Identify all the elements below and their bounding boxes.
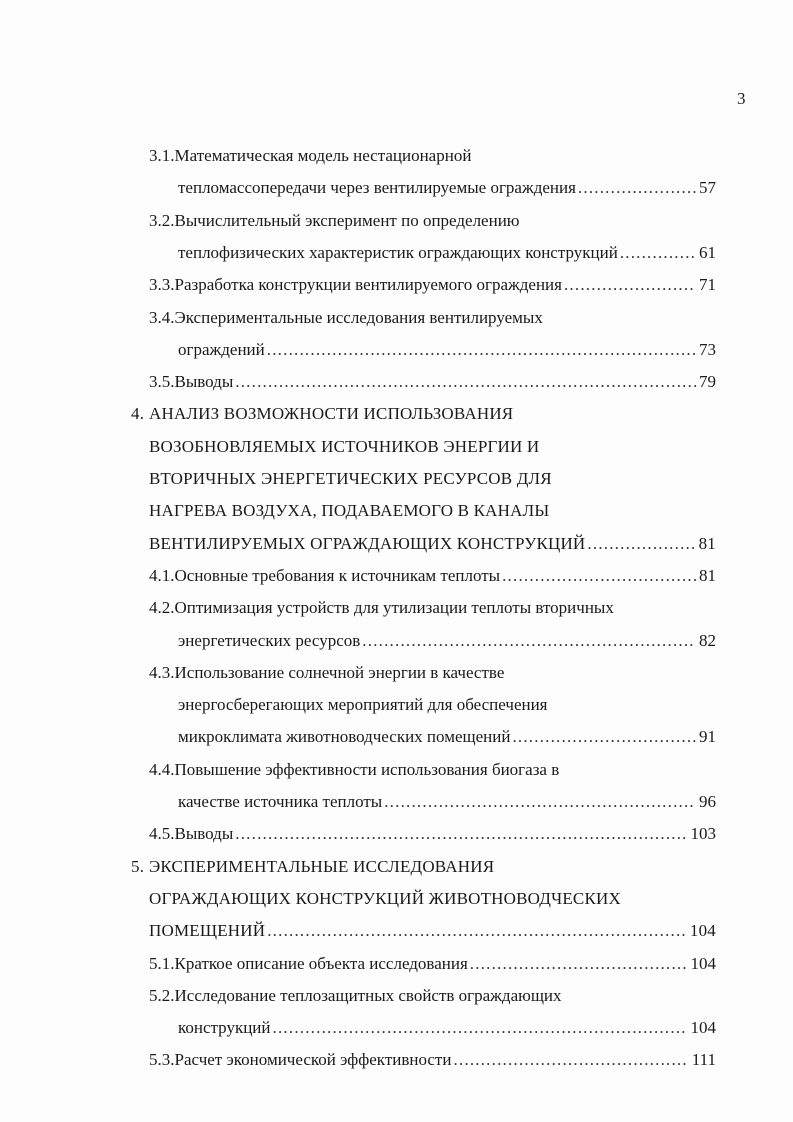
toc-line: [178, 724, 716, 750]
toc-line: [149, 821, 716, 847]
toc-entry-title: НАГРЕВА ВОЗДУХА, ПОДАВАЕМОГО В КАНАЛЫ: [149, 501, 550, 521]
dot-leader: [235, 821, 687, 847]
toc-line: [149, 272, 716, 298]
toc-entry-title: Вычислительный эксперимент по определению: [174, 210, 520, 230]
toc-line: [149, 143, 471, 169]
toc-entry-title: микроклимата животноводческих помещений: [178, 727, 511, 747]
toc-entry-title: Выводы: [174, 824, 234, 844]
dot-leader: [267, 337, 696, 363]
toc-entry-number: 3.5.: [149, 372, 175, 392]
toc-entry-title: Краткое описание объекта исследования: [174, 953, 468, 973]
dot-leader: [470, 951, 688, 977]
toc-page-number: 79: [699, 372, 716, 392]
toc-page-number: 71: [699, 275, 716, 295]
toc-line: [149, 466, 552, 492]
dot-leader: [564, 272, 696, 298]
toc-entry-number: 3.1.: [149, 146, 175, 165]
toc-entry-title: АНАЛИЗ ВОЗМОЖНОСТИ ИСПОЛЬЗОВАНИЯ: [149, 404, 514, 424]
toc-line: [178, 337, 716, 363]
toc-entry-number: 4.1.: [149, 565, 175, 585]
toc-entry-number: 3.2.: [149, 210, 175, 230]
dot-leader: [587, 531, 695, 557]
dot-leader: [620, 240, 696, 266]
toc-entry-number: 4.4.: [149, 759, 175, 779]
toc-entry-title: энергосберегающих мероприятий для обеспечения: [178, 695, 548, 715]
toc-entry-title: Экспериментальные исследования вентилируемых: [174, 307, 543, 327]
toc-entry-title: качестве источника теплоты: [178, 792, 383, 811]
toc-line: [149, 531, 716, 557]
toc-page-number: 91: [699, 727, 716, 747]
toc-entry-title: ВТОРИЧНЫХ ЭНЕРГЕТИЧЕСКИХ РЕСУРСОВ ДЛЯ: [149, 469, 552, 488]
dot-leader: [512, 724, 696, 750]
toc-page-number: 81: [699, 565, 716, 585]
toc-line: [149, 208, 520, 234]
dot-leader: [453, 1047, 688, 1073]
toc-line: [149, 886, 621, 912]
toc-line: [178, 1015, 716, 1041]
toc-page-number: 104: [690, 1018, 716, 1038]
toc-entry-number: 4.3.: [149, 662, 175, 682]
dot-leader: [267, 918, 687, 944]
toc-entry-title: теплофизических характеристик ограждающих конструкций: [178, 242, 618, 262]
toc-entry-number: 4.2.: [149, 598, 175, 618]
toc-line: [178, 692, 548, 718]
toc-entry-title: конструкций: [178, 1018, 271, 1038]
toc-line: [131, 401, 513, 427]
dot-leader: [362, 628, 696, 654]
toc-line: [149, 595, 614, 621]
toc-line: [178, 628, 716, 654]
toc-entry-number: 4.5.: [149, 824, 175, 844]
toc-entry-title: Исследование теплозащитных свойств ограждающих: [174, 985, 562, 1005]
toc-page-number: 81: [698, 533, 716, 553]
toc-line: [149, 498, 549, 524]
toc-line: [149, 983, 562, 1009]
toc-page-number: 82: [699, 630, 716, 650]
toc-entry-title: ЭКСПЕРИМЕНТАЛЬНЫЕ ИССЛЕДОВАНИЯ: [149, 856, 495, 876]
dot-leader: [578, 175, 696, 201]
toc-page-number: 57: [699, 178, 716, 198]
toc-line: [149, 757, 559, 783]
toc-entry-title: тепломассопередачи через вентилируемые ограждения: [178, 178, 576, 198]
toc-entry-number: 5.: [131, 856, 145, 876]
toc-line: [178, 175, 716, 201]
toc-page-number: 103: [690, 824, 716, 844]
toc-entry-number: 5.2.: [149, 985, 175, 1005]
toc-entry-title: Оптимизация устройств для утилизации теплоты вторичных: [174, 598, 614, 618]
toc-entry-number: 5.3.: [149, 1050, 175, 1070]
toc-line: [149, 1047, 716, 1073]
toc-line: [131, 854, 494, 880]
toc-line: [149, 918, 716, 944]
toc-line: [178, 240, 716, 266]
toc-entry-title: Выводы: [174, 372, 234, 392]
page-number: 3: [737, 89, 746, 108]
toc-entry-title: ВОЗОБНОВЛЯЕМЫХ ИСТОЧНИКОВ ЭНЕРГИИ И: [149, 436, 540, 456]
toc-entry-title: энергетических ресурсов: [178, 630, 361, 650]
toc-entry-title: ПОМЕЩЕНИЙ: [149, 921, 266, 941]
toc-entry-number: 3.4.: [149, 307, 175, 327]
toc-page-number: 61: [699, 242, 716, 262]
dot-leader: [384, 789, 696, 815]
toc-entry-title: ограждений: [178, 339, 265, 359]
toc-entry-number: 3.3.: [149, 275, 175, 295]
toc-entry-title: Использование солнечной энергии в качестве: [174, 662, 505, 682]
toc-line: [149, 305, 543, 331]
toc-line: [149, 660, 504, 686]
toc-entry-number: 4.: [131, 404, 145, 424]
toc-page-number: 104: [689, 921, 716, 941]
toc-entry-title: Основные требования к источникам теплоты: [174, 565, 501, 585]
toc-entry-title: Расчет экономической эффективности: [174, 1050, 452, 1070]
toc-entry-title: ВЕНТИЛИРУЕМЫХ ОГРАЖДАЮЩИХ КОНСТРУКЦИЙ: [149, 533, 586, 553]
dot-leader: [273, 1015, 688, 1041]
toc-page-number: 96: [699, 792, 716, 811]
dot-leader: [502, 563, 696, 589]
toc-line: [149, 434, 539, 460]
toc-line: [149, 563, 716, 589]
toc-page-number: 104: [690, 953, 716, 973]
toc-line: [178, 789, 716, 815]
toc-entry-number: 5.1.: [149, 953, 175, 973]
dot-leader: [235, 369, 696, 395]
toc-line: [149, 369, 716, 395]
toc-entry-title: Математическая модель нестационарной: [174, 146, 472, 165]
toc-page-number: 111: [691, 1050, 716, 1070]
toc-entry-title: Повышение эффективности использования биогаза в: [174, 759, 560, 779]
toc-entry-title: ОГРАЖДАЮЩИХ КОНСТРУКЦИЙ ЖИВОТНОВОДЧЕСКИХ: [149, 888, 621, 908]
toc-page-number: 73: [699, 339, 716, 359]
toc-line: [149, 951, 716, 977]
toc-entry-title: Разработка конструкции вентилируемого ограждения: [174, 275, 562, 295]
